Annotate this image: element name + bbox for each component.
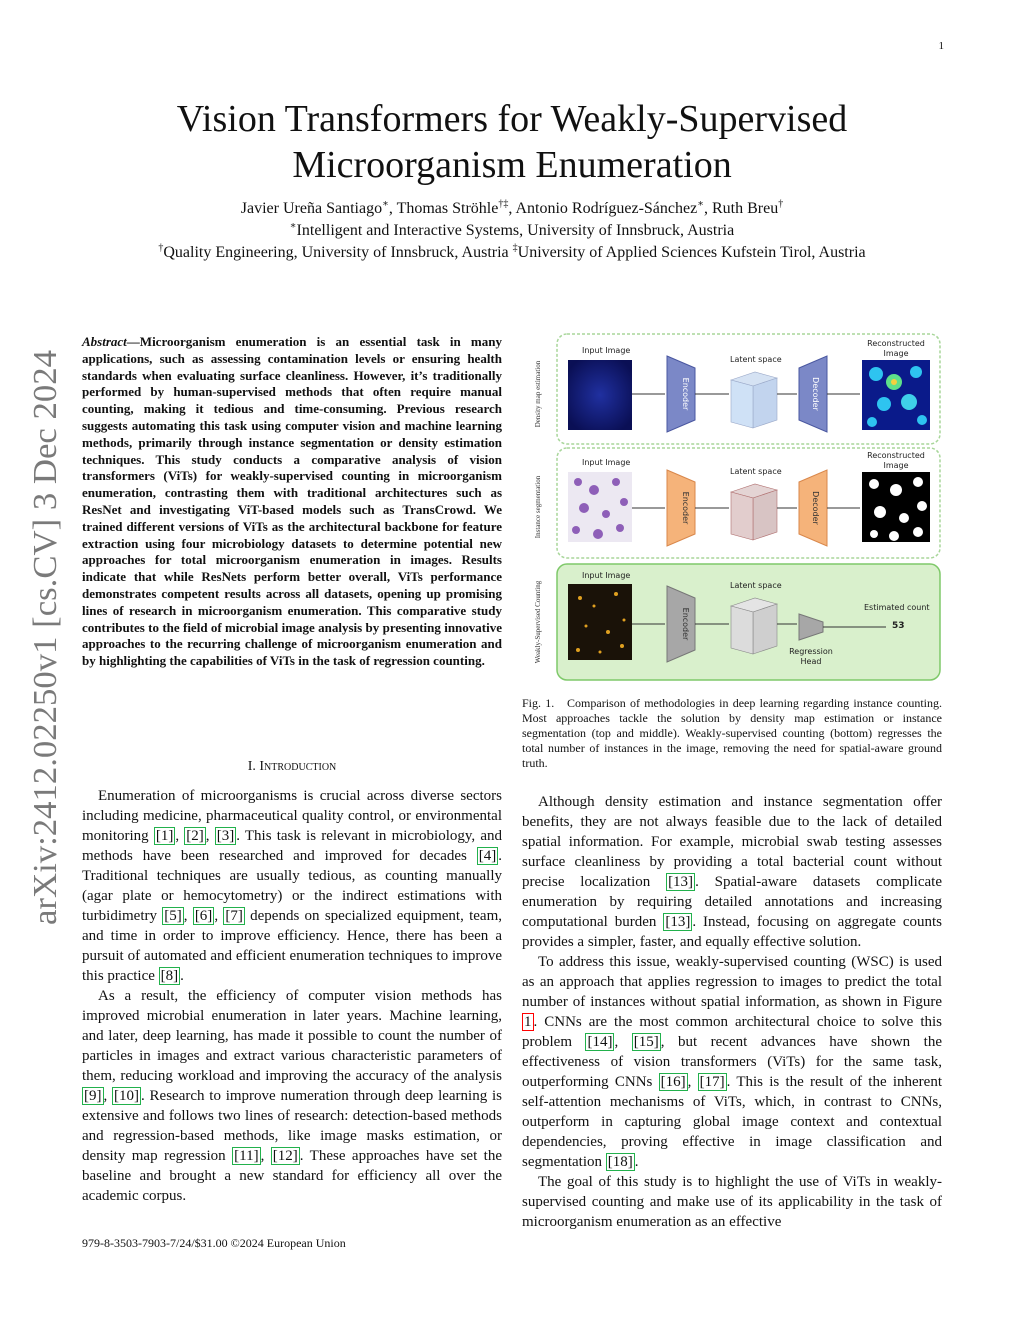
citation-link[interactable]: [17]	[699, 1074, 725, 1090]
figure-caption	[522, 696, 942, 771]
affiliation-1	[0, 220, 1024, 242]
aff2-text: Quality Engineering, University of Innsbruck, Austria	[163, 244, 513, 261]
abstract-text: —Microorganism enumeration is an essential task in many applications, such as assessing contamination levels or ensuring health standards when evaluating surface cleanliness. However, it’s traditionally performed by human-supervised methods that often require manual counting, making it tedious and time-consuming. Previous research suggests automating this task using computer vision and machine learning methods, primarily through instance segmentation or density estimation techniques. This study conducts a comparative analysis of vision transformers (ViTs) for weakly-supervised counting in microorganism enumeration, contrasting them with traditional architectures such as ResNet and investigating ViT-based models such as TransCrowd. We trained different versions of ViTs as the architectural backbone for feature extraction using four microbiology datasets to determine potential new approaches for total microorganism enumeration in images. Results indicate that while ResNets perform better overall, ViTs performance demonstrates competent results across all datasets, opening up promising lines of research in microorganism enumeration. This comparative study contributes to the field of microbial image analysis by presenting innovative approaches to the recurring challenge of microorganism enumeration and by highlighting the capabilities of ViTs in the task of regression counting.	[82, 334, 502, 669]
estimated-count-label: Estimated count	[864, 603, 930, 612]
section-title: Introduction	[259, 759, 337, 774]
citation-link[interactable]: [5]	[164, 908, 182, 924]
caption-text: Comparison of methodologies in deep learning regarding instance counting. Most approaches tackle the solution by density map estimation or instance segmentation (top and middle). Weakly-supervised counting (bottom) regresses the total number of instances in the image, removing the need for spatial-aware ground truth.	[522, 696, 942, 770]
citation-link[interactable]: [13]	[665, 914, 691, 930]
density-input-image	[568, 360, 632, 430]
image-label: Image	[883, 349, 909, 358]
arxiv-stamp	[10, 345, 68, 925]
author-3: Antonio Rodríguez-Sánchez	[515, 200, 698, 217]
right-column-body	[522, 792, 942, 1232]
latent-cube	[731, 372, 777, 428]
title-line-2: Microorganism Enumeration	[292, 144, 732, 186]
author-1-mark: ∗	[382, 198, 389, 210]
caption-label: Fig. 1.	[522, 696, 555, 710]
encoder-label: Encoder	[681, 607, 690, 641]
author-2-mark: †‡	[498, 198, 509, 210]
image-label: Image	[883, 461, 909, 470]
author-4-mark: †	[778, 198, 784, 210]
intro-paragraph-4: To address this issue, weakly-supervised counting (WSC) is used as an approach that applies regression to images to predict the total number of instances without spatial information, as shown in Figure 1 . CNNs are the most common architectural choice to solve this problem [14] , [15] , but recent advances have shown the effectiveness of vision transformers (ViTs) for the same task, outperforming CNNs [16] , [17] . This is the result of the inherent self-attention mechanisms of ViTs, which, in contrast to CNNs, outperform in capturing global image context and contextual dependencies, proving effective in image classification and segmentation [18] .	[522, 954, 942, 1170]
page-number: 1	[938, 40, 944, 52]
author-1: Javier Ureña Santiago	[240, 200, 383, 217]
citation-link[interactable]: [6]	[194, 908, 213, 924]
citation-link[interactable]: [15]	[633, 1034, 659, 1050]
citation-link[interactable]: [18]	[607, 1154, 633, 1170]
reconstructed-label: Reconstructed	[867, 339, 925, 348]
citation-link[interactable]: [16]	[660, 1074, 686, 1090]
citation-link[interactable]: [13]	[668, 874, 694, 890]
citation-link[interactable]: [2]	[186, 828, 204, 844]
aff1-mark: ∗	[289, 220, 297, 232]
decoder-label: Decoder	[811, 491, 820, 525]
author-4: Ruth Breu	[712, 200, 779, 217]
row-label-density: Density map estimation	[534, 360, 542, 428]
intro-paragraph-2: As a result, the efficiency of computer vision methods has improved microbial enumeration in later years. Machine learning, and later, deep learning, has made it possible to count the number of particles in images and extract various characteristic parameters of them, reducing workload and improving the accuracy of the analysis [9] , [10] . Research to improve numeration through deep learning is extensive and follows two lines of research: detection-based methods and regression-based methods, like image masks estimation, or density map regression [11] , [12] . These approaches have set the baseline and brought a new standard for efficiency all over the academic corpus.	[82, 988, 502, 1204]
latent-cube	[731, 598, 777, 654]
aff2-mark: †	[158, 242, 164, 254]
latent-cube	[731, 484, 777, 540]
latent-space-label: Latent space	[730, 467, 782, 476]
author-list	[0, 198, 1024, 220]
citation-link[interactable]: [7]	[225, 908, 243, 924]
row-label-instance: Instance segmentation	[534, 475, 542, 539]
citation-link[interactable]: [4]	[478, 848, 497, 864]
abstract	[82, 334, 502, 670]
decoder-label: Decoder	[811, 377, 820, 411]
aff3-text: University of Applied Sciences Kufstein Tirol, Austria	[517, 244, 866, 261]
author-block	[0, 198, 1024, 264]
figure-link[interactable]: 1	[524, 1014, 532, 1030]
author-sep: ,	[704, 200, 712, 217]
citation-link[interactable]: [3]	[216, 828, 235, 844]
left-column-body	[82, 786, 502, 1206]
abstract-label: Abstract	[82, 334, 127, 349]
aff3-mark: ‡	[512, 242, 518, 254]
head-label: Head	[800, 657, 822, 666]
latent-space-label: Latent space	[730, 355, 782, 364]
citation-link[interactable]: [8]	[160, 968, 179, 984]
section-heading	[82, 759, 502, 775]
encoder-label: Encoder	[681, 491, 690, 525]
aff1-text: Intelligent and Interactive Systems, University of Innsbruck, Austria	[296, 222, 735, 239]
author-2: Thomas Ströhle	[396, 200, 499, 217]
section-number: I.	[247, 759, 260, 774]
paper-title	[0, 96, 1024, 188]
arxiv-stamp-text: arXiv:2412.02250v1 [cs.CV] 3 Dec 2024	[27, 362, 64, 925]
figure-1	[524, 332, 944, 686]
citation-link[interactable]: [12]	[272, 1148, 298, 1164]
latent-space-label: Latent space	[730, 581, 782, 590]
input-image-label: Input Image	[582, 458, 631, 467]
citation-link[interactable]: [11]	[234, 1148, 259, 1164]
intro-paragraph-1: Enumeration of microorganisms is crucial across diverse sectors including medicine, pharmaceutical quality control, or environmental monitoring [1] , [2] , [3] . This task is relevant in microbiology, and methods have been researched and improved for decades [4] . Traditional techniques are usually tedious, as counting manually (agar plate or hemocytometry) or the indirect estimations with turbidimetry [5] , [6] , [7] depends on specialized equipment, team, and time in order to improve efficiency. Hence, there has been a pursuit of automated and efficient enumeration techniques to improve this practice [8] .	[82, 788, 503, 984]
intro-paragraph-5: The goal of this study is to highlight the use of ViTs in weakly-supervised counting and make use of its applicability in the task of microorganism enumeration as an effective	[522, 1174, 942, 1230]
citation-link[interactable]: [1]	[155, 828, 174, 844]
row-label-weakly: Weakly-Supervised Counting	[534, 580, 542, 664]
citation-link[interactable]: [14]	[587, 1034, 613, 1050]
input-image-label: Input Image	[582, 571, 631, 580]
reconstructed-label: Reconstructed	[867, 451, 925, 460]
author-sep: ,	[388, 200, 397, 217]
intro-paragraph-3: Although density estimation and instance segmentation offer benefits, they are not always feasible due to the lack of detailed spatial information. For example, microbial swab testing assesses surface cleanliness by providing a total bacterial count without precise localization [13] . Spatial-aware datasets complicate enumeration by requiring detailed annotations and increasing computational burden [13] . Instead, focusing on aggregate counts provides a simpler, faster, and equally effective solution.	[522, 794, 942, 950]
title-line-1: Vision Transformers for Weakly-Supervised	[176, 98, 848, 140]
author-3-mark: ∗	[697, 198, 704, 210]
citation-link[interactable]: [10]	[114, 1088, 140, 1104]
affiliation-2	[0, 242, 1024, 264]
copyright-footer: 979-8-3503-7903-7/24/$31.00 ©2024 European Union	[82, 1236, 346, 1250]
input-image-label: Input Image	[582, 346, 631, 355]
encoder-label: Encoder	[681, 377, 690, 411]
regression-label: Regression	[789, 647, 833, 656]
estimated-count-value: 53	[892, 621, 905, 631]
citation-link[interactable]: [9]	[84, 1088, 102, 1104]
author-sep: ,	[508, 200, 516, 217]
